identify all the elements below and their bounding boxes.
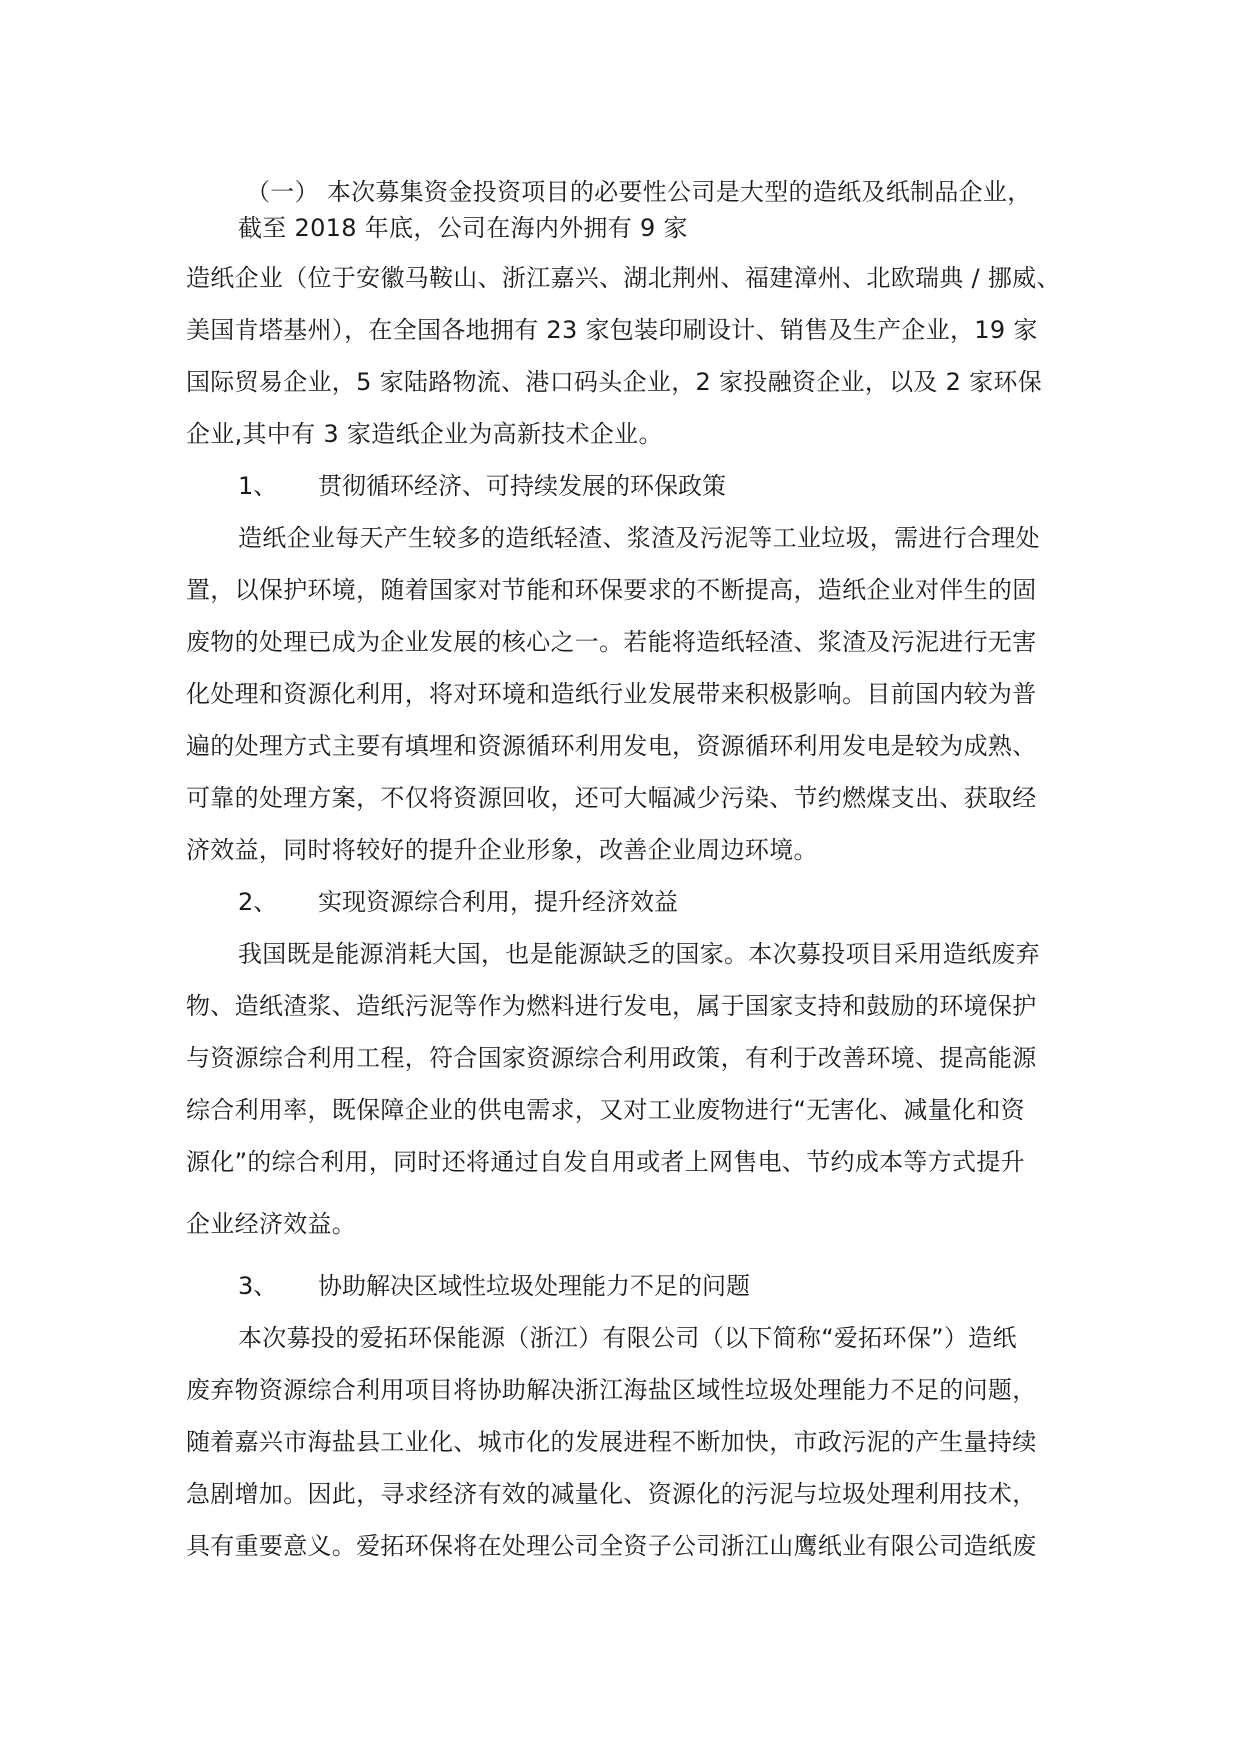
section-3-line: 具有重要意义。爱拓环保将在处理公司全资子公司浙江山鹰纸业有限公司造纸废 bbox=[186, 1532, 1037, 1560]
section-2-line: 综合利用率，既保障企业的供电需求，又对工业废物进行“无害化、减量化和资 bbox=[186, 1096, 1025, 1124]
intro-line-6: 企业,其中有 3 家造纸企业为高新技术企业。 bbox=[186, 420, 663, 448]
section-2-line: 物、造纸渣浆、造纸污泥等作为燃料进行发电，属于国家支持和鼓励的环境保护 bbox=[186, 992, 1037, 1020]
section-2-line: 企业经济效益。 bbox=[186, 1210, 357, 1238]
section-1-line: 化处理和资源化利用，将对环境和造纸行业发展带来积极影响。目前国内较为普 bbox=[186, 680, 1037, 708]
section-1-line: 废物的处理已成为企业发展的核心之一。若能将造纸轻渣、浆渣及污泥进行无害 bbox=[186, 628, 1037, 656]
section-3-line: 废弃物资源综合利用项目将协助解决浙江海盐区域性垃圾处理能力不足的问题， bbox=[186, 1376, 1037, 1404]
section-2-line: 源化”的综合利用，同时还将通过自发自用或者上网售电、节约成本等方式提升 bbox=[186, 1148, 1025, 1176]
section-2-title: 实现资源综合利用，提升经济效益 bbox=[318, 888, 678, 916]
intro-line-2: 截至 2018 年底，公司在海内外拥有 9 家 bbox=[238, 214, 688, 242]
section-3-line: 随着嘉兴市海盐县工业化、城市化的发展进程不断加快，市政污泥的产生量持续 bbox=[186, 1428, 1037, 1456]
section-2-line: 我国既是能源消耗大国，也是能源缺乏的国家。本次募投项目采用造纸废弃 bbox=[238, 940, 1040, 968]
section-1-title: 贯彻循环经济、可持续发展的环保政策 bbox=[318, 472, 726, 500]
section-2-number: 2、 bbox=[238, 888, 278, 916]
intro-line-3: 造纸企业（位于安徽马鞍山、浙江嘉兴、湖北荆州、福建漳州、北欧瑞典 / 挪威、 bbox=[186, 264, 1061, 292]
section-1-number: 1、 bbox=[238, 472, 278, 500]
section-3-title: 协助解决区域性垃圾处理能力不足的问题 bbox=[318, 1272, 750, 1300]
section-3-line: 本次募投的爱拓环保能源（浙江）有限公司（以下简称“爱拓环保”）造纸 bbox=[238, 1324, 1017, 1352]
section-1-line: 造纸企业每天产生较多的造纸轻渣、浆渣及污泥等工业垃圾，需进行合理处 bbox=[238, 524, 1040, 552]
section-1-line: 遍的处理方式主要有填埋和资源循环利用发电，资源循环利用发电是较为成熟、 bbox=[186, 732, 1037, 760]
intro-line-4: 美国肯塔基州），在全国各地拥有 23 家包装印刷设计、销售及生产企业，19 家 bbox=[186, 316, 1038, 344]
intro-line-1: （一） 本次募集资金投资项目的必要性公司是大型的造纸及纸制品企业， bbox=[246, 178, 1032, 206]
intro-line-5: 国际贸易企业，5 家陆路物流、港口码头企业，2 家投融资企业，以及 2 家环保 bbox=[186, 368, 1043, 396]
section-1-line: 可靠的处理方案，不仅将资源回收，还可大幅减少污染、节约燃煤支出、获取经 bbox=[186, 784, 1037, 812]
section-2-line: 与资源综合利用工程，符合国家资源综合利用政策，有利于改善环境、提高能源 bbox=[186, 1044, 1037, 1072]
section-3-line: 急剧增加。因此，寻求经济有效的减量化、资源化的污泥与垃圾处理利用技术， bbox=[186, 1480, 1037, 1508]
section-3-number: 3、 bbox=[238, 1272, 278, 1300]
section-1-line: 置，以保护环境，随着国家对节能和环保要求的不断提高，造纸企业对伴生的固 bbox=[186, 576, 1037, 604]
section-1-line: 济效益，同时将较好的提升企业形象，改善企业周边环境。 bbox=[186, 836, 818, 864]
